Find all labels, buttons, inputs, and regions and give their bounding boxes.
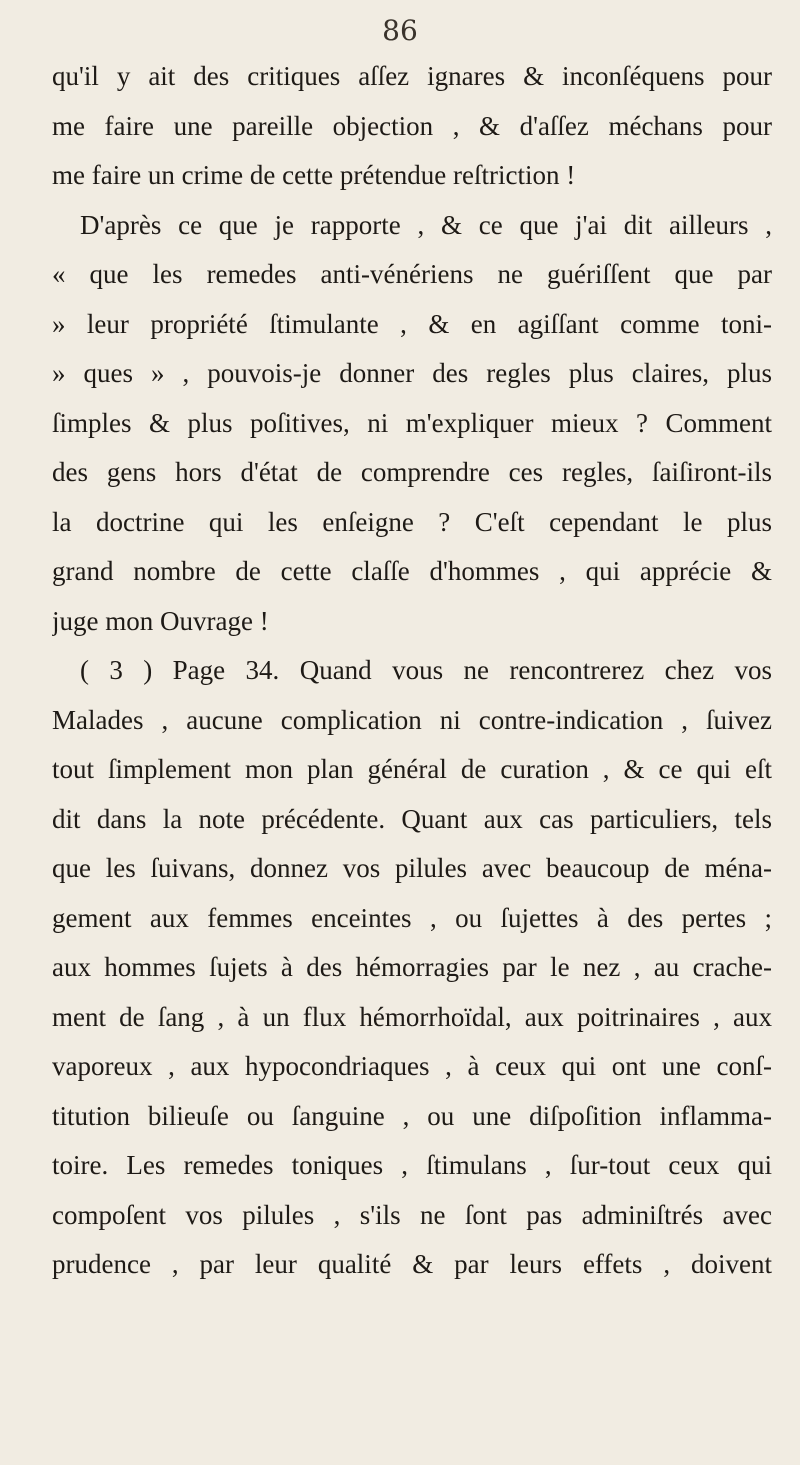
- text-line: Malades , aucune complication ni contre-indication , ſuivez: [52, 704, 772, 735]
- text-line: compoſent vos pilules , s'ils ne ſont pas adminiſtrés avec: [52, 1199, 772, 1230]
- text-line: » ques » , pouvois-je donner des regles plus claires, plus: [52, 358, 772, 388]
- text-line: qu'il y ait des critiques aſſez ignares & inconſéquens pour: [52, 61, 772, 91]
- text-line: la doctrine qui les enſeigne ? C'eſt cependant le plus: [52, 506, 772, 537]
- body-text: [52, 52, 772, 1290]
- text-line: grand nombre de cette claſſe d'hommes , qui apprécie &: [52, 556, 772, 586]
- text-line: ment de ſang , à un flux hémorrhoïdal, aux poitrinaires , aux: [52, 1001, 772, 1032]
- text-line: que les ſuivans, donnez vos pilules avec beaucoup de ména-: [52, 853, 772, 883]
- text-line: aux hommes ſujets à des hémorragies par le nez , au crache-: [52, 952, 772, 982]
- text-line: prudence , par leur qualité & par leurs effets , doivent: [52, 1249, 772, 1279]
- note-start-line: ( 3 ) Page 34. Quand vous ne rencontrerez chez vos: [80, 655, 772, 685]
- paragraph-start-line: D'après ce que je rapporte , & ce que j'ai dit ailleurs ,: [80, 209, 772, 240]
- text-line: ſimples & plus poſitives, ni m'expliquer mieux ? Comment: [52, 407, 772, 438]
- text-line: tout ſimplement mon plan général de curation , & ce qui eſt: [52, 754, 772, 784]
- text-line: des gens hors d'état de comprendre ces regles, ſaiſiront-ils: [52, 457, 772, 487]
- text-line: juge mon Ouvrage !: [52, 605, 269, 636]
- text-line: toire. Les remedes toniques , ſtimulans , ſur-tout ceux qui: [52, 1150, 772, 1180]
- text-line: titution bilieuſe ou ſanguine , ou une diſpoſition inflamma-: [52, 1100, 772, 1131]
- text-line: vaporeux , aux hypocondriaques , à ceux qui ont une conſ-: [52, 1051, 772, 1081]
- text-line: gement aux femmes enceintes , ou ſujettes à des pertes ;: [52, 902, 772, 933]
- text-line: « que les remedes anti-vénériens ne guériſſent que par: [52, 259, 772, 289]
- text-line: me faire une pareille objection , & d'aſſez méchans pour: [52, 110, 772, 141]
- text-line: » leur propriété ſtimulante , & en agiſſant comme toni-: [52, 308, 772, 339]
- text-line: dit dans la note précédente. Quant aux cas particuliers, tels: [52, 803, 772, 834]
- page-number: 86: [382, 14, 418, 47]
- text-line: me faire un crime de cette prétendue reſtriction !: [52, 160, 576, 190]
